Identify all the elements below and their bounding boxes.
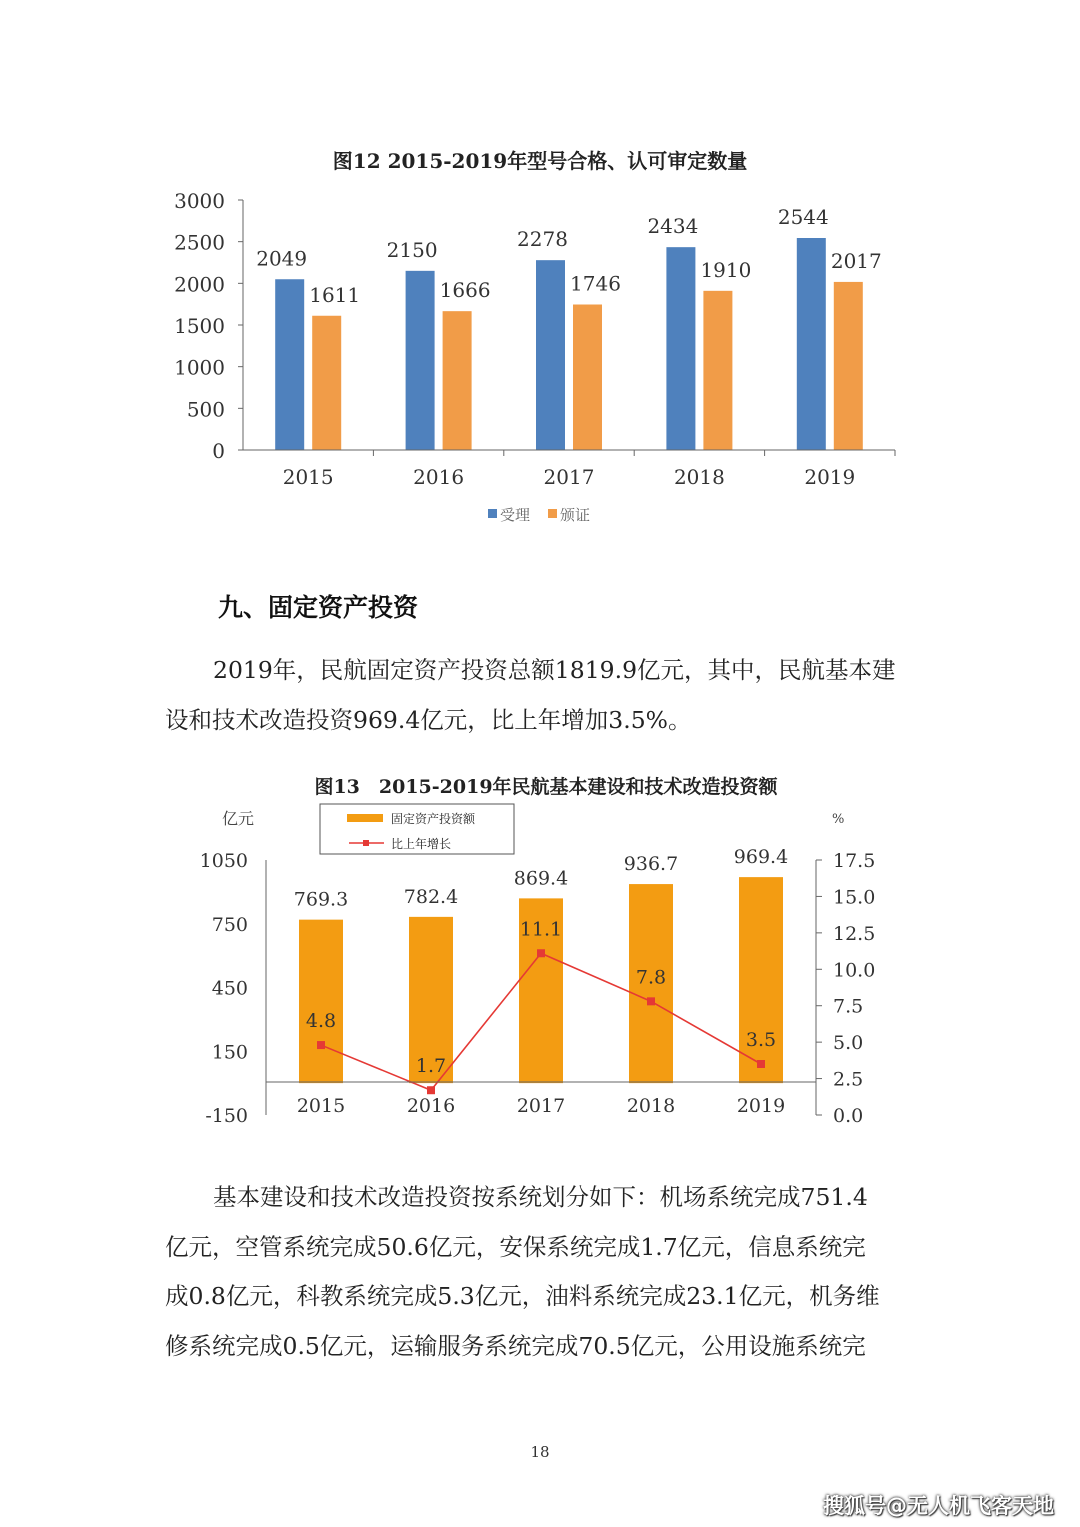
- chart13-y-tick-left: 450: [211, 977, 248, 1000]
- chart12-data-label: 1910: [700, 257, 752, 282]
- chart13-bar-label: 969.4: [733, 846, 789, 869]
- bar-received: [797, 238, 826, 450]
- chart12-y-tick: 3000: [174, 189, 225, 213]
- chart12-data-label: 2017: [830, 248, 882, 273]
- paragraph-line: 2019年，民航固定资产投资总额1819.9亿元，其中，民航基本建: [213, 656, 896, 684]
- growth-marker: [647, 997, 655, 1005]
- chart13-bar-label: 869.4: [513, 867, 569, 890]
- paragraph-investment-summary: [165, 646, 925, 745]
- chart13-line-label: 7.8: [635, 966, 667, 989]
- chart12-data-label: 1746: [570, 271, 621, 296]
- section-heading: 九、固定资产投资: [218, 593, 419, 622]
- chart12-y-tick: 0: [212, 439, 225, 463]
- page-number: 18: [530, 1443, 550, 1461]
- chart12-title: 图12 2015-2019年型号合格、认可审定数量: [332, 149, 748, 173]
- legend-label-growth: 比上年增长: [391, 837, 452, 851]
- bar-received: [536, 260, 565, 450]
- chart13-bar-label: 936.7: [623, 853, 679, 876]
- chart12-legend: [488, 506, 590, 524]
- legend-label-received: 受理: [500, 506, 531, 524]
- chart13-y-tick-right: 0.0: [833, 1105, 864, 1127]
- chart13-y-tick-right: 17.5: [833, 850, 876, 872]
- chart12-data-label: 2049: [256, 246, 308, 271]
- bar-certified: [834, 282, 863, 450]
- watermark: 搜狐号@无人机飞客天地: [823, 1494, 1054, 1518]
- chart12-x-label: 2019: [804, 465, 856, 489]
- bar-certified: [573, 305, 602, 451]
- chart13-y-tick-left: -150: [205, 1105, 248, 1127]
- bar-received: [275, 279, 304, 450]
- chart13-y-unit-left: 亿元: [222, 809, 255, 828]
- chart12-y-tick: 2000: [174, 272, 225, 297]
- growth-marker: [317, 1041, 325, 1049]
- chart13-x-label: 2017: [516, 1095, 566, 1117]
- chart13-y-tick-right: 2.5: [833, 1068, 864, 1091]
- paragraph-line: 修系统完成0.5亿元，运输服务系统完成70.5亿元，公用设施系统完: [165, 1331, 866, 1360]
- chart12-y-tick: 1000: [174, 355, 225, 380]
- legend-swatch-blue: [488, 509, 497, 518]
- chart-investment: [0, 760, 1080, 1140]
- chart13-y-unit-right: %: [832, 812, 845, 827]
- chart13-bar-label: 782.4: [403, 885, 459, 908]
- growth-marker: [537, 949, 545, 957]
- paragraph-line: 成0.8亿元，科教系统完成5.3亿元，油料系统完成23.1亿元，机务维: [165, 1282, 880, 1310]
- paragraph-system-breakdown: [165, 1173, 925, 1371]
- chart13-x-label: 2016: [406, 1095, 456, 1117]
- chart12-data-label: 2150: [386, 237, 438, 262]
- chart13-y-tick-left: 750: [211, 913, 248, 936]
- legend-label-investment: 固定资产投资额: [391, 812, 476, 826]
- bar-received: [406, 271, 435, 450]
- chart13-y-tick-left: 150: [211, 1041, 248, 1064]
- chart13-x-label: 2019: [736, 1095, 786, 1117]
- chart12-data-label: 2544: [777, 205, 829, 229]
- chart13-legend: [320, 804, 514, 854]
- chart13-y-tick-left: 1050: [199, 850, 248, 872]
- chart13-y-tick-right: 15.0: [833, 886, 876, 909]
- chart13-line-label: 3.5: [745, 1029, 777, 1051]
- chart13-x-label: 2015: [296, 1095, 346, 1117]
- bar-investment: [739, 877, 783, 1083]
- paragraph-line: 设和技术改造投资969.4亿元，比上年增加3.5%。: [165, 705, 692, 734]
- chart12-data-label: 1666: [439, 278, 491, 303]
- legend-label-certified: 颁证: [560, 506, 591, 524]
- chart13-line-label: 11.1: [519, 918, 563, 941]
- paragraph-line: 亿元，空管系统完成50.6亿元，安保系统完成1.7亿元，信息系统完: [165, 1232, 866, 1261]
- chart12-data-label: 2434: [647, 214, 699, 239]
- chart12-data-label: 2278: [517, 227, 568, 252]
- bar-certified: [443, 311, 472, 450]
- chart13-y-tick-right: 5.0: [833, 1032, 864, 1055]
- legend-swatch-orange: [548, 509, 557, 518]
- chart12-y-tick: 500: [186, 397, 225, 422]
- bar-investment: [299, 920, 343, 1083]
- bar-received: [666, 247, 695, 450]
- chart12-x-label: 2018: [673, 465, 725, 489]
- chart13-line-label: 4.8: [305, 1010, 337, 1033]
- growth-marker: [427, 1086, 435, 1094]
- bar-certified: [703, 291, 732, 450]
- chart13-y-tick-right: 12.5: [833, 922, 876, 945]
- legend-marker-line: [363, 840, 369, 846]
- chart13-title: 图13 2015-2019年民航基本建设和技术改造投资额: [314, 776, 778, 798]
- chart12-x-label: 2017: [543, 465, 595, 489]
- legend-swatch-bar: [347, 814, 383, 822]
- chart13-x-label: 2018: [626, 1095, 676, 1117]
- chart12-data-label: 1611: [309, 282, 361, 307]
- chart12-y-tick: 1500: [174, 314, 225, 338]
- paragraph-line: 基本建设和技术改造投资按系统划分如下：机场系统完成751.4: [213, 1183, 868, 1211]
- chart13-bar-label: 769.3: [293, 888, 349, 911]
- growth-marker: [757, 1060, 765, 1068]
- chart13-y-tick-right: 10.0: [833, 959, 876, 982]
- chart13-line-label: 1.7: [415, 1055, 447, 1078]
- chart12-x-label: 2015: [282, 465, 334, 489]
- chart-approvals: [0, 0, 1080, 540]
- bar-certified: [312, 316, 341, 450]
- chart12-x-label: 2016: [413, 465, 465, 489]
- chart12-y-tick: 2500: [174, 230, 225, 255]
- chart13-y-tick-right: 7.5: [833, 995, 864, 1018]
